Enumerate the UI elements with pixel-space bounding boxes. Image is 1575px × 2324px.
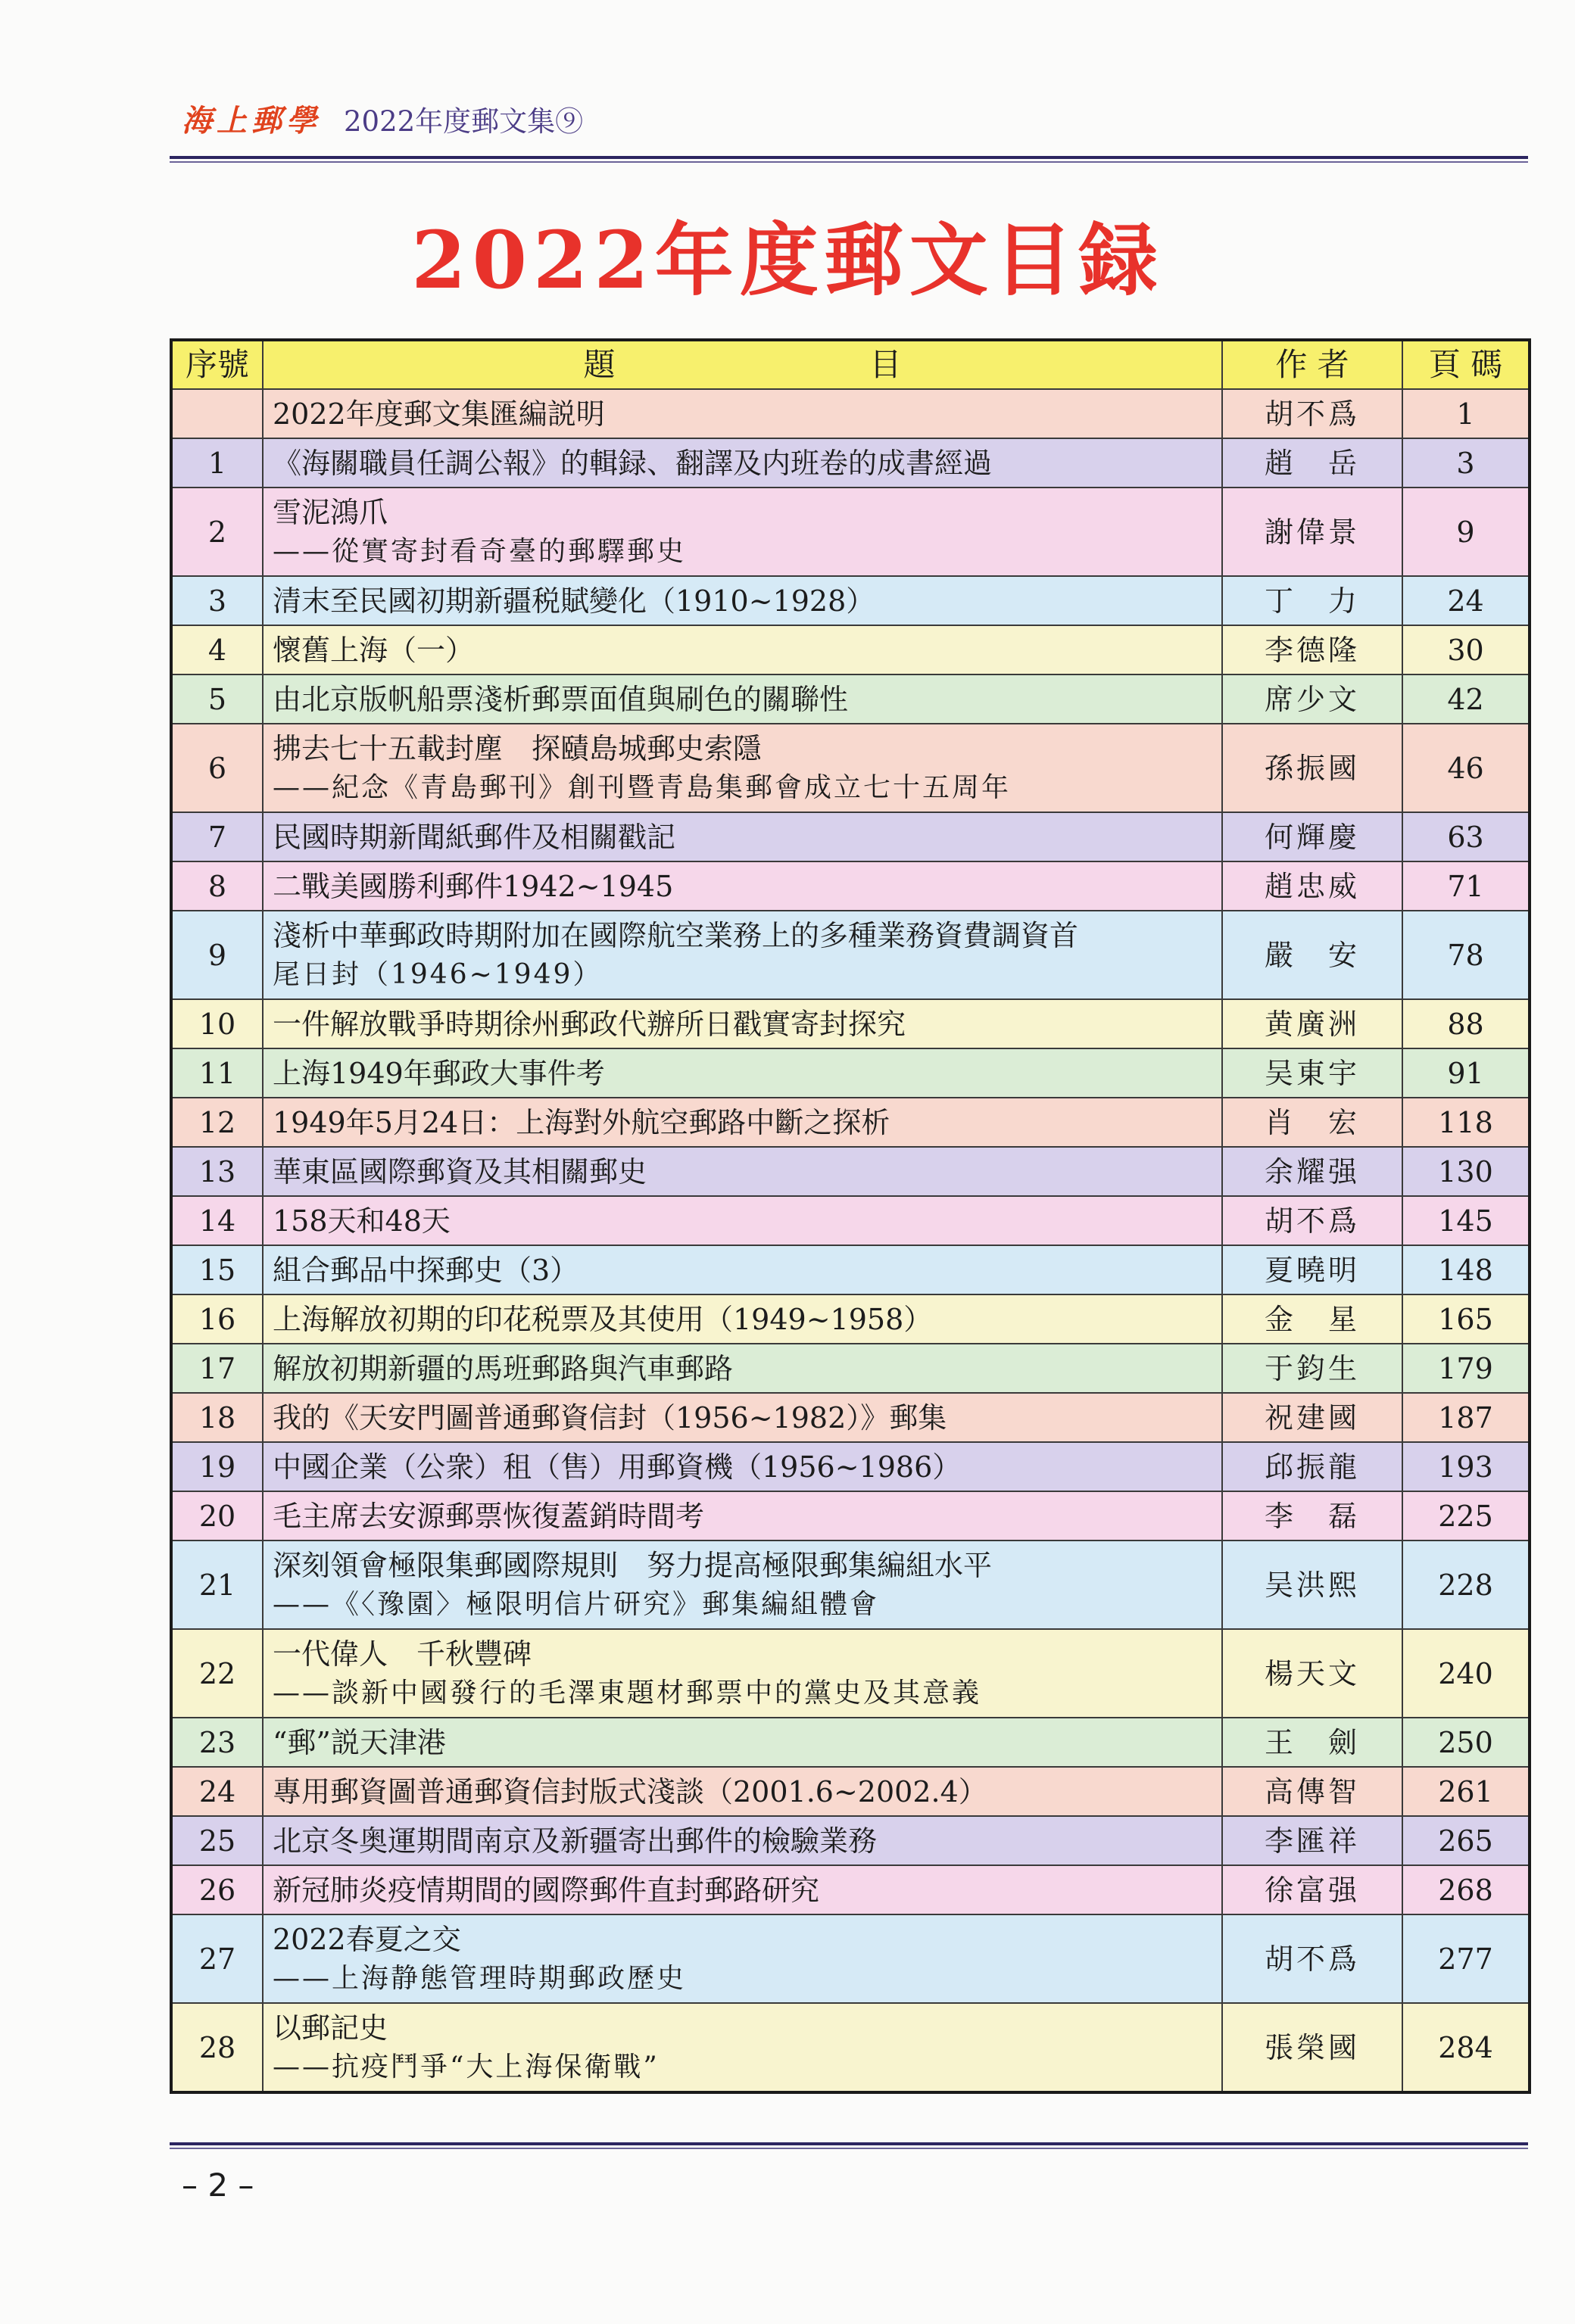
row-page: 165 [1402, 1294, 1530, 1344]
running-header [182, 97, 583, 142]
article-title: 拂去七十五載封塵 探賾島城郵史索隱 [273, 731, 763, 765]
row-number: 19 [171, 1442, 263, 1491]
row-number: 2 [171, 488, 263, 576]
row-page: 148 [1402, 1245, 1530, 1294]
table-row [171, 1098, 1530, 1147]
article-title: 以郵記史 [273, 2011, 388, 2045]
row-number: 16 [171, 1294, 263, 1344]
row-title-cell [263, 812, 1222, 861]
row-title-cell [263, 1245, 1222, 1294]
row-author: 胡不爲 [1222, 1914, 1402, 2003]
table-row [171, 674, 1530, 724]
row-page: 42 [1402, 674, 1530, 724]
article-title: 毛主席去安源郵票恢復蓋銷時間考 [273, 1499, 705, 1533]
row-author: 趙 岳 [1222, 438, 1402, 488]
row-author: 孫振國 [1222, 724, 1402, 812]
table-row [171, 488, 1530, 576]
table-header-row [171, 340, 1530, 389]
row-author: 黄廣洲 [1222, 999, 1402, 1048]
row-number: 9 [171, 911, 263, 999]
table-row [171, 1914, 1530, 2003]
article-title: 《海關職員任調公報》的輯録、翻譯及内班卷的成書經過 [273, 446, 993, 480]
row-title-cell [263, 488, 1222, 576]
page-number: – 2 – [182, 2167, 254, 2204]
article-title: 解放初期新疆的馬班郵路與汽車郵路 [273, 1351, 734, 1385]
row-page: 1 [1402, 389, 1530, 438]
table-row [171, 1048, 1530, 1098]
row-number: 22 [171, 1629, 263, 1718]
table-row [171, 1767, 1530, 1816]
article-title: 158天和48天 [273, 1204, 451, 1238]
row-title-cell [263, 389, 1222, 438]
row-number: 25 [171, 1816, 263, 1865]
article-title: 北京冬奥運期間南京及新疆寄出郵件的檢驗業務 [273, 1824, 878, 1858]
brand-name: 海上郵學 [182, 103, 321, 139]
row-number: 7 [171, 812, 263, 861]
row-title-cell [263, 2003, 1222, 2092]
row-number: 20 [171, 1491, 263, 1541]
row-number: 23 [171, 1718, 263, 1767]
row-author: 夏曉明 [1222, 1245, 1402, 1294]
row-number: 15 [171, 1245, 263, 1294]
table-row [171, 812, 1530, 861]
article-subtitle: ——從實寄封看奇臺的郵驛郵史 [273, 535, 687, 567]
row-number: 3 [171, 576, 263, 625]
row-author: 邱振龍 [1222, 1442, 1402, 1491]
article-title: 我的《天安門圖普通郵資信封（1956~1982）》郵集 [273, 1400, 947, 1435]
col-header-title: 題 目 [263, 340, 1222, 389]
article-title: 民國時期新聞紙郵件及相關戳記 [273, 820, 676, 854]
article-title: 上海1949年郵政大事件考 [273, 1056, 605, 1090]
row-number: 18 [171, 1393, 263, 1442]
row-author: 金 星 [1222, 1294, 1402, 1344]
row-page: 24 [1402, 576, 1530, 625]
col-header-page: 頁 碼 [1402, 340, 1530, 389]
row-page: 250 [1402, 1718, 1530, 1767]
article-subtitle: ——《〈豫園〉極限明信片研究》郵集編組體會 [273, 1588, 880, 1620]
row-title-cell [263, 1196, 1222, 1245]
row-author: 吴洪熙 [1222, 1541, 1402, 1629]
row-page: 30 [1402, 625, 1530, 674]
row-title-cell [263, 1147, 1222, 1196]
row-author: 何輝慶 [1222, 812, 1402, 861]
article-title: 一件解放戰爭時期徐州郵政代辦所日戳實寄封探究 [273, 1007, 906, 1041]
article-title: 2022年度郵文集匯編説明 [273, 397, 605, 431]
row-page: 9 [1402, 488, 1530, 576]
article-title: 2022春夏之交 [273, 1922, 461, 1956]
table-row [171, 389, 1530, 438]
row-title-cell [263, 438, 1222, 488]
row-page: 118 [1402, 1098, 1530, 1147]
row-author: 楊天文 [1222, 1629, 1402, 1718]
row-page: 78 [1402, 911, 1530, 999]
row-page: 240 [1402, 1629, 1530, 1718]
article-title: 雪泥鴻爪 [273, 495, 388, 529]
row-author: 李 磊 [1222, 1491, 1402, 1541]
row-page: 277 [1402, 1914, 1530, 2003]
row-author: 丁 力 [1222, 576, 1402, 625]
row-number: 17 [171, 1344, 263, 1393]
article-title: 上海解放初期的印花税票及其使用（1949~1958） [273, 1302, 933, 1336]
row-title-cell [263, 1718, 1222, 1767]
table-row [171, 1816, 1530, 1865]
row-number: 13 [171, 1147, 263, 1196]
article-subtitle: ——紀念《青島郵刊》創刊暨青島集郵會成立七十五周年 [273, 771, 1012, 803]
article-title: 一代偉人 千秋豐碑 [273, 1637, 532, 1671]
row-number: 27 [171, 1914, 263, 2003]
row-number: 6 [171, 724, 263, 812]
row-page: 46 [1402, 724, 1530, 812]
row-number: 4 [171, 625, 263, 674]
row-page: 225 [1402, 1491, 1530, 1541]
row-title-cell [263, 1393, 1222, 1442]
article-title: 深刻領會極限集郵國際規則 努力提高極限郵集編組水平 [273, 1548, 993, 1582]
article-title: “郵”説天津港 [273, 1725, 446, 1759]
row-number: 12 [171, 1098, 263, 1147]
table-row [171, 911, 1530, 999]
row-title-cell [263, 999, 1222, 1048]
table-row [171, 1196, 1530, 1245]
article-title: 中國企業（公衆）租（售）用郵資機（1956~1986） [273, 1450, 962, 1484]
table-row [171, 1344, 1530, 1393]
row-title-cell [263, 911, 1222, 999]
table-row [171, 1491, 1530, 1541]
article-subtitle: ——抗疫鬥爭“大上海保衛戰” [273, 2051, 660, 2083]
table-row [171, 576, 1530, 625]
row-page: 193 [1402, 1442, 1530, 1491]
table-row [171, 1541, 1530, 1629]
row-author: 胡不爲 [1222, 1196, 1402, 1245]
row-number: 5 [171, 674, 263, 724]
row-title-cell [263, 724, 1222, 812]
table-row [171, 861, 1530, 911]
row-title-cell [263, 1442, 1222, 1491]
table-row [171, 999, 1530, 1048]
row-author: 徐富强 [1222, 1865, 1402, 1914]
row-title-cell [263, 576, 1222, 625]
row-title-cell [263, 1098, 1222, 1147]
row-number: 26 [171, 1865, 263, 1914]
row-author: 張榮國 [1222, 2003, 1402, 2092]
row-author: 謝偉景 [1222, 488, 1402, 576]
table-row [171, 438, 1530, 488]
table-row [171, 1393, 1530, 1442]
row-page: 284 [1402, 2003, 1530, 2092]
row-author: 席少文 [1222, 674, 1402, 724]
row-author: 肖 宏 [1222, 1098, 1402, 1147]
article-subtitle: ——談新中國發行的毛澤東題材郵票中的黨史及其意義 [273, 1677, 982, 1709]
table-row [171, 724, 1530, 812]
row-title-cell [263, 1491, 1222, 1541]
row-title-cell [263, 1767, 1222, 1816]
table-of-contents [170, 338, 1531, 2094]
row-title-cell [263, 861, 1222, 911]
article-title: 專用郵資圖普通郵資信封版式淺談（2001.6~2002.4） [273, 1774, 987, 1808]
row-number: 14 [171, 1196, 263, 1245]
article-title: 新冠肺炎疫情期間的國際郵件直封郵路研究 [273, 1873, 820, 1907]
row-title-cell [263, 674, 1222, 724]
table-row [171, 2003, 1530, 2092]
row-page: 265 [1402, 1816, 1530, 1865]
header-rule [170, 156, 1528, 159]
table-row [171, 1245, 1530, 1294]
article-title: 1949年5月24日：上海對外航空郵路中斷之探析 [273, 1105, 890, 1139]
row-number: 24 [171, 1767, 263, 1816]
row-title-cell [263, 1541, 1222, 1629]
row-author: 嚴 安 [1222, 911, 1402, 999]
row-author: 胡不爲 [1222, 389, 1402, 438]
row-page: 228 [1402, 1541, 1530, 1629]
row-page: 145 [1402, 1196, 1530, 1245]
row-number: 10 [171, 999, 263, 1048]
row-page: 88 [1402, 999, 1530, 1048]
article-title: 由北京版帆船票淺析郵票面值與刷色的關聯性 [273, 682, 849, 716]
row-page: 268 [1402, 1865, 1530, 1914]
header-rule-thin [170, 161, 1528, 163]
row-title-cell [263, 1914, 1222, 2003]
article-title: 華東區國際郵資及其相關郵史 [273, 1154, 647, 1188]
row-page: 130 [1402, 1147, 1530, 1196]
table-row [171, 1294, 1530, 1344]
row-author: 余耀强 [1222, 1147, 1402, 1196]
row-page: 179 [1402, 1344, 1530, 1393]
page-title: 2022年度郵文目録 [411, 213, 1164, 307]
row-author: 李匯祥 [1222, 1816, 1402, 1865]
row-page: 63 [1402, 812, 1530, 861]
row-author: 祝建國 [1222, 1393, 1402, 1442]
table-row [171, 1718, 1530, 1767]
table-row [171, 1865, 1530, 1914]
row-title-cell [263, 1865, 1222, 1914]
article-title: 二戰美國勝利郵件1942~1945 [273, 869, 674, 903]
row-title-cell [263, 1294, 1222, 1344]
row-author: 高傳智 [1222, 1767, 1402, 1816]
article-title: 組合郵品中探郵史（3） [273, 1253, 579, 1287]
col-header-num: 序號 [171, 340, 263, 389]
row-number: 21 [171, 1541, 263, 1629]
article-subtitle: ——上海静態管理時期郵政歷史 [273, 1962, 687, 1994]
article-title: 懷舊上海（一） [273, 633, 475, 667]
row-page: 187 [1402, 1393, 1530, 1442]
article-title: 清末至民國初期新疆税賦變化（1910~1928） [273, 584, 875, 618]
row-number: 8 [171, 861, 263, 911]
article-title: 淺析中華郵政時期附加在國際航空業務上的多種業務資費調資首 [273, 918, 1079, 952]
row-number: 28 [171, 2003, 263, 2092]
table-row [171, 1442, 1530, 1491]
row-author: 李德隆 [1222, 625, 1402, 674]
table-row [171, 1147, 1530, 1196]
row-page: 3 [1402, 438, 1530, 488]
row-author: 趙忠威 [1222, 861, 1402, 911]
row-title-cell [263, 1629, 1222, 1718]
row-number: 1 [171, 438, 263, 488]
table-row [171, 1629, 1530, 1718]
row-number: 11 [171, 1048, 263, 1098]
row-title-cell [263, 1048, 1222, 1098]
row-number [171, 389, 263, 438]
row-author: 吴東宇 [1222, 1048, 1402, 1098]
row-author: 王 劍 [1222, 1718, 1402, 1767]
row-title-cell [263, 625, 1222, 674]
table-body [171, 389, 1530, 2092]
row-page: 71 [1402, 861, 1530, 911]
row-page: 91 [1402, 1048, 1530, 1098]
volume-subtitle: 2022年度郵文集⑨ [344, 105, 584, 138]
table-row [171, 625, 1530, 674]
row-title-cell [263, 1344, 1222, 1393]
footer-rule [170, 2142, 1528, 2145]
row-title-cell [263, 1816, 1222, 1865]
footer-rule-thin [170, 2148, 1528, 2149]
row-page: 261 [1402, 1767, 1530, 1816]
row-author: 于鈞生 [1222, 1344, 1402, 1393]
col-header-author: 作 者 [1222, 340, 1402, 389]
article-subtitle: 尾日封（1946~1949） [273, 958, 603, 990]
